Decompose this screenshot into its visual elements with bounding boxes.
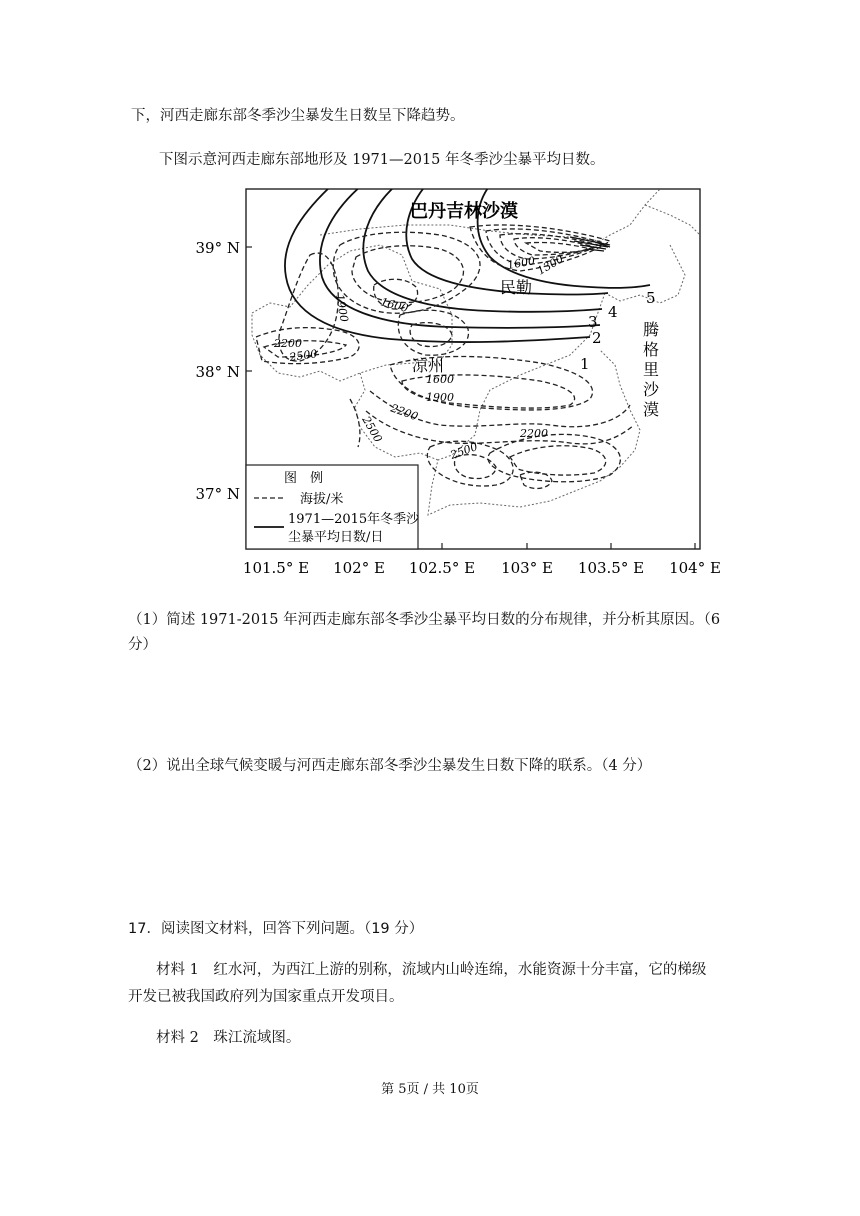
lat-label-38: 38° N bbox=[195, 363, 240, 381]
question-17-heading: 17．阅读图文材料，回答下列问题。（19 分） bbox=[128, 921, 424, 937]
place-tengger-4: 沙 bbox=[643, 380, 660, 399]
legend-title: 图 例 bbox=[284, 471, 324, 486]
isoline-label-1: 1 bbox=[580, 355, 590, 373]
legend-elevation: 海拔/米 bbox=[300, 492, 344, 507]
elev-label-1900-central: 1900 bbox=[426, 391, 454, 404]
question-2: （2）说出全球气候变暖与河西走廊东部冬季沙尘暴发生日数下降的联系。（4 分） bbox=[128, 758, 652, 774]
isoline-label-2: 2 bbox=[592, 329, 602, 347]
elev-label-2200-west: 2200 bbox=[274, 337, 302, 350]
elev-label-2500-central: 2500 bbox=[359, 414, 385, 445]
map-legend bbox=[246, 465, 420, 549]
place-tengger-2: 格 bbox=[643, 340, 660, 359]
isoline-label-5: 5 bbox=[646, 289, 656, 307]
place-tengger-5: 漠 bbox=[643, 400, 660, 419]
elev-label-2500-east: 2500 bbox=[448, 440, 480, 462]
page-footer: 第 5页 / 共 10页 bbox=[381, 1082, 479, 1097]
elev-label-1600-central: 1600 bbox=[426, 373, 454, 386]
lat-label-37: 37° N bbox=[195, 485, 240, 503]
place-minqin: 民勤 bbox=[500, 278, 533, 297]
lon-label-104: 104° E bbox=[669, 559, 721, 577]
question-1-line-1: （1）简述 1971-2015 年河西走廊东部冬季沙尘暴平均日数的分布规律，并分析其原因。（6 bbox=[128, 612, 721, 628]
figure-caption: 下图示意河西走廊东部地形及 1971—2015 年冬季沙尘暴平均日数。 bbox=[159, 152, 605, 168]
place-tengger: 腾格里沙漠 bbox=[190, 185, 195, 186]
lat-label-39: 39° N bbox=[195, 239, 240, 257]
material-2: 材料 2 珠江流域图。 bbox=[156, 1030, 301, 1046]
lon-label-103: 103° E bbox=[501, 559, 553, 577]
elev-label-2200-east: 2200 bbox=[520, 427, 548, 440]
material-1-line-2: 开发已被我国政府列为国家重点开发项目。 bbox=[128, 989, 404, 1005]
place-badain-jaran: 巴丹吉林沙漠 bbox=[410, 201, 518, 222]
isoline-label-4: 4 bbox=[608, 303, 618, 321]
lon-label-103-5: 103.5° E bbox=[577, 559, 645, 577]
elev-label-2500-west: 2500 bbox=[288, 347, 319, 364]
place-liangzhou: 凉州 bbox=[412, 356, 445, 375]
elev-label-1900-west: 1900 bbox=[333, 293, 351, 324]
elev-label-1600-west: 1600 bbox=[379, 295, 410, 316]
place-tengger-3: 里 bbox=[643, 360, 660, 379]
lon-label-101-5: 101.5° E bbox=[242, 559, 310, 577]
elev-label-1300: 1300 bbox=[535, 252, 566, 278]
legend-dust-line-2: 尘暴平均日数/日 bbox=[288, 530, 384, 545]
text-line-1: 下，河西走廊东部冬季沙尘暴发生日数呈下降趋势。 bbox=[131, 108, 465, 124]
map-svg bbox=[190, 185, 721, 580]
elev-label-1600-north: 1600 bbox=[506, 254, 537, 272]
legend-dust-line-1: 1971—2015年冬季沙 bbox=[288, 512, 420, 527]
elev-label-2200-central: 2200 bbox=[388, 401, 420, 424]
question-1-line-2: 分） bbox=[128, 637, 157, 653]
isoline-label-3: 3 bbox=[588, 313, 598, 331]
material-1-line-1: 材料 1 红水河，为西江上游的别称，流域内山岭连绵，水能资源十分丰富，它的梯级 bbox=[156, 962, 707, 978]
terrain-dust-map bbox=[190, 185, 721, 580]
lon-label-102-5: 102.5° E bbox=[408, 559, 476, 577]
place-tengger-1: 腾 bbox=[643, 320, 660, 339]
lon-label-102: 102° E bbox=[333, 559, 385, 577]
